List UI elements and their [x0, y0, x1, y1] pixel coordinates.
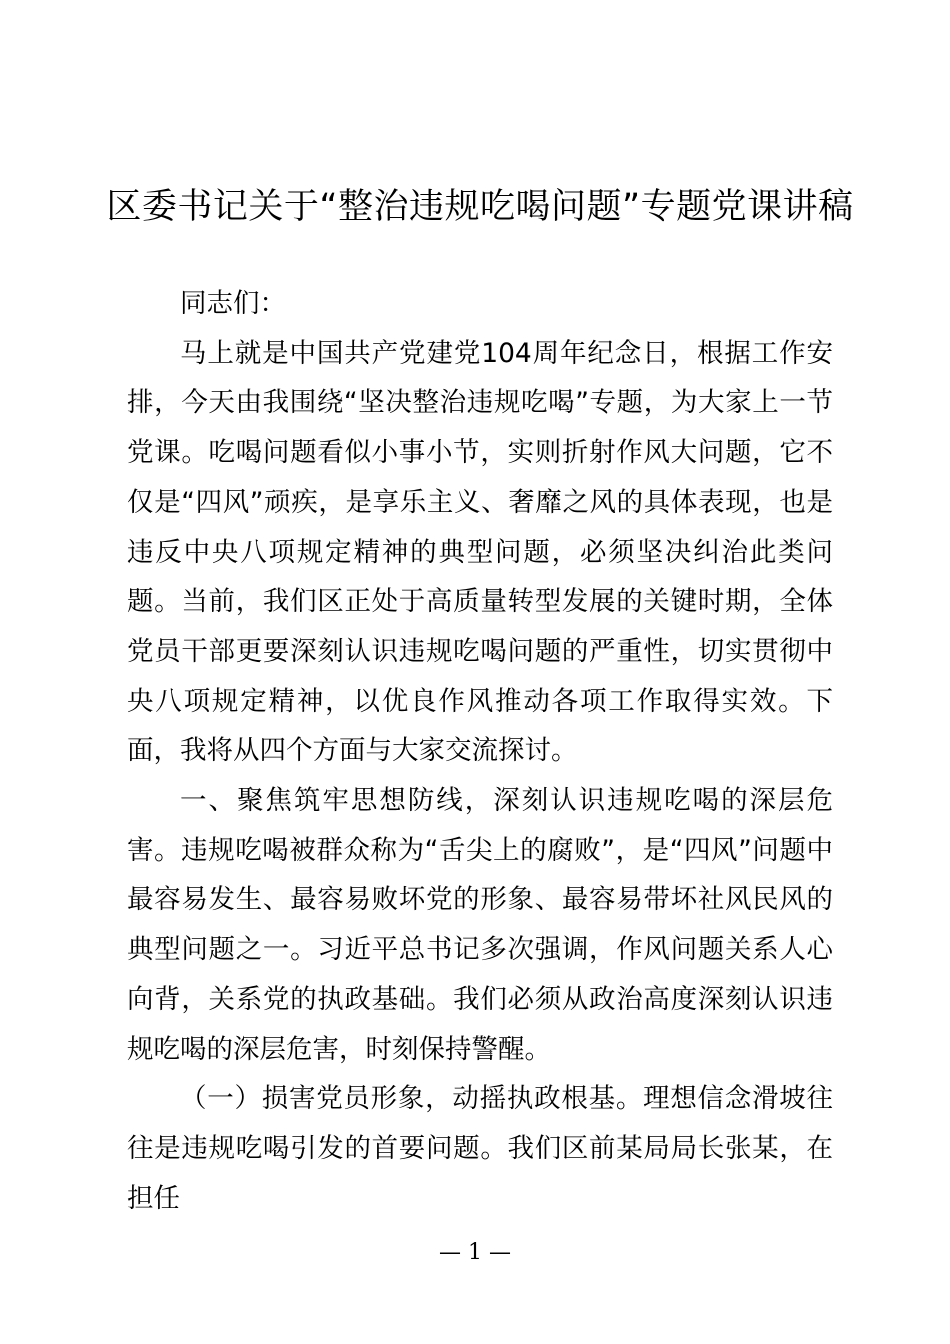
- section-one-text: 违规吃喝被群众称为“舌尖上的腐败”，是“四风”问题中最容易发生、最容易败坏党的形象、最容易带坏社风民风的典型问题之一。习近平总书记多次强调，作风问题关系人心向背，关系党的执政基础。我们必须从政治高度深刻认识违规吃喝的深层危害，时刻保持警醒。: [127, 834, 834, 1065]
- intro-paragraph: 马上就是中国共产党建党104周年纪念日，根据工作安排，今天由我围绕“坚决整治违规吃喝”专题，为大家上一节党课。吃喝问题看似小事小节，实则折射作风大问题，它不仅是“四风”顽疾，是享乐主义、奢靡之风的具体表现，也是违反中央八项规定精神的典型问题，必须坚决纠治此类问题。当前，我们区正处于高质量转型发展的关键时期，全体党员干部更要深刻认识违规吃喝问题的严重性，切实贯彻中央八项规定精神，以优良作风推动各项工作取得实效。下面，我将从四个方面与大家交流探讨。: [127, 337, 833, 767]
- subsection-one-text: 理想信念滑坡往往是违规吃喝引发的首要问题。我们区前某局局长张某，在担任: [127, 1083, 834, 1214]
- salutation: 同志们：: [180, 288, 286, 319]
- document-title: 区委书记关于“整治违规吃喝问题”专题党课讲稿: [106, 187, 854, 227]
- subsection-one-paragraph: [127, 1074, 833, 1223]
- page-number: — 1 —: [439, 1240, 511, 1265]
- document-body: [127, 279, 833, 1223]
- section-one-paragraph: [127, 776, 833, 1074]
- subsection-one-heading: （一）损害党员形象，动摇执政根基。: [180, 1083, 644, 1115]
- section-one-heading: 一、聚焦筑牢思想防线，深刻认识违规吃喝的深层危害。: [127, 785, 833, 866]
